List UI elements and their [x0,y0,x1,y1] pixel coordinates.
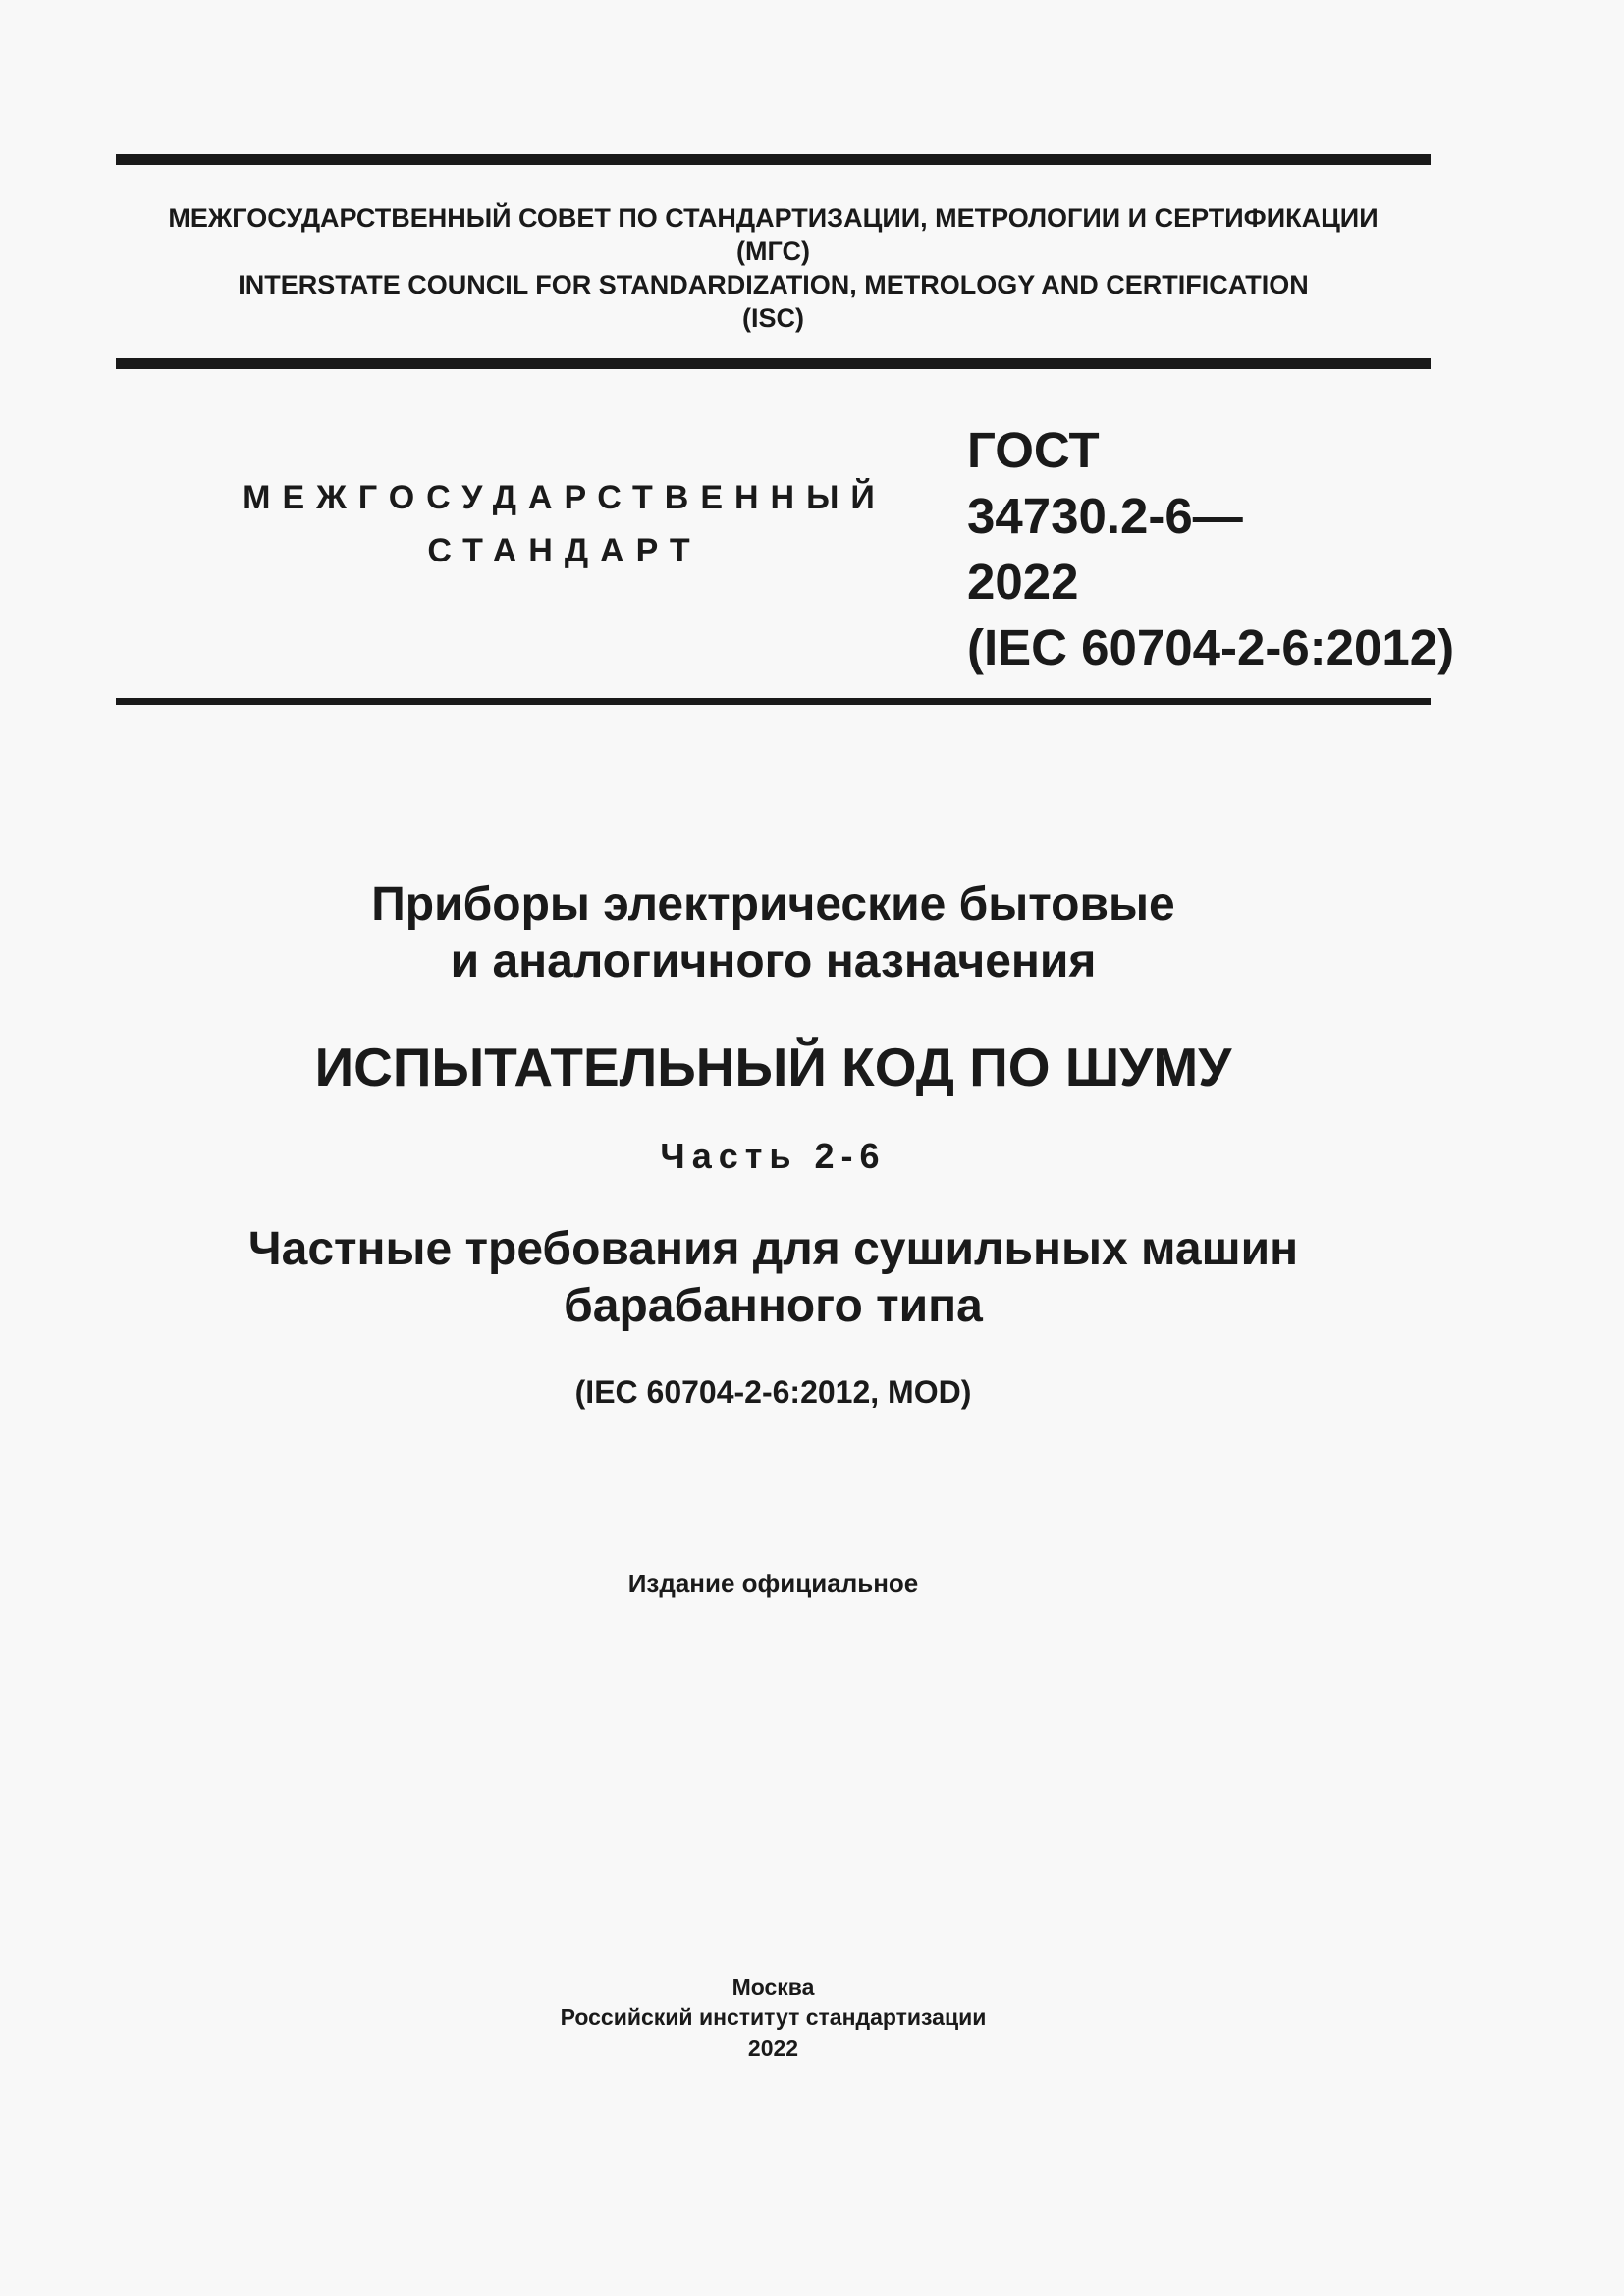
standard-number-line-2: 34730.2-6— [967,488,1243,544]
publisher-block [116,1972,1431,2063]
general-title [116,877,1431,990]
specific-title [116,1221,1431,1335]
standard-number-line-3: 2022 [967,554,1079,610]
main-title [116,1034,1431,1100]
header-divider-rule [116,358,1431,369]
general-title-line-1: Приборы электрические бытовые [371,879,1175,931]
council-name-en: INTERSTATE COUNCIL FOR STANDARDIZATION, METROLOGY AND CERTIFICATION [238,270,1309,299]
main-title-text: ИСПЫТАТЕЛЬНЫЙ КОД ПО ШУМУ [314,1037,1232,1097]
general-title-line-2: и аналогичного назначения [450,935,1097,988]
part-title [116,1133,1431,1180]
council-name-ru: МЕЖГОСУДАРСТВЕННЫЙ СОВЕТ ПО СТАНДАРТИЗАЦИИ, МЕТРОЛОГИИ И СЕРТИФИКАЦИИ [168,203,1379,233]
standard-number-line-1: ГОСТ [967,422,1100,478]
top-rule [116,154,1431,165]
specific-title-line-1: Частные требования для сушильных машин [247,1223,1299,1275]
council-abbr-en: (ISC) [742,303,804,333]
publisher-city: Москва [731,1974,815,2000]
standard-number-line-4: (IEC 60704-2-6:2012) [967,619,1455,675]
part-title-text: Часть 2-6 [660,1136,887,1176]
edition-note [116,1566,1431,1601]
iec-reference-text: (IEC 60704-2-6:2012, MOD) [574,1374,972,1410]
standard-type-line-1: МЕЖГОСУДАРСТВЕННЫЙ [243,479,887,516]
publisher-institute: Российский институт стандартизации [560,2004,987,2030]
council-header [116,201,1431,335]
specific-title-line-2: барабанного типа [564,1280,983,1332]
standard-type-line-2: СТАНДАРТ [427,532,702,569]
designation-divider-rule [116,698,1431,705]
council-abbr-ru: (МГС) [736,237,810,266]
edition-text: Издание официальное [627,1569,919,1598]
iec-reference [116,1370,1431,1414]
publisher-year: 2022 [747,2035,799,2060]
standard-type [196,471,933,577]
standard-number [967,417,1454,680]
